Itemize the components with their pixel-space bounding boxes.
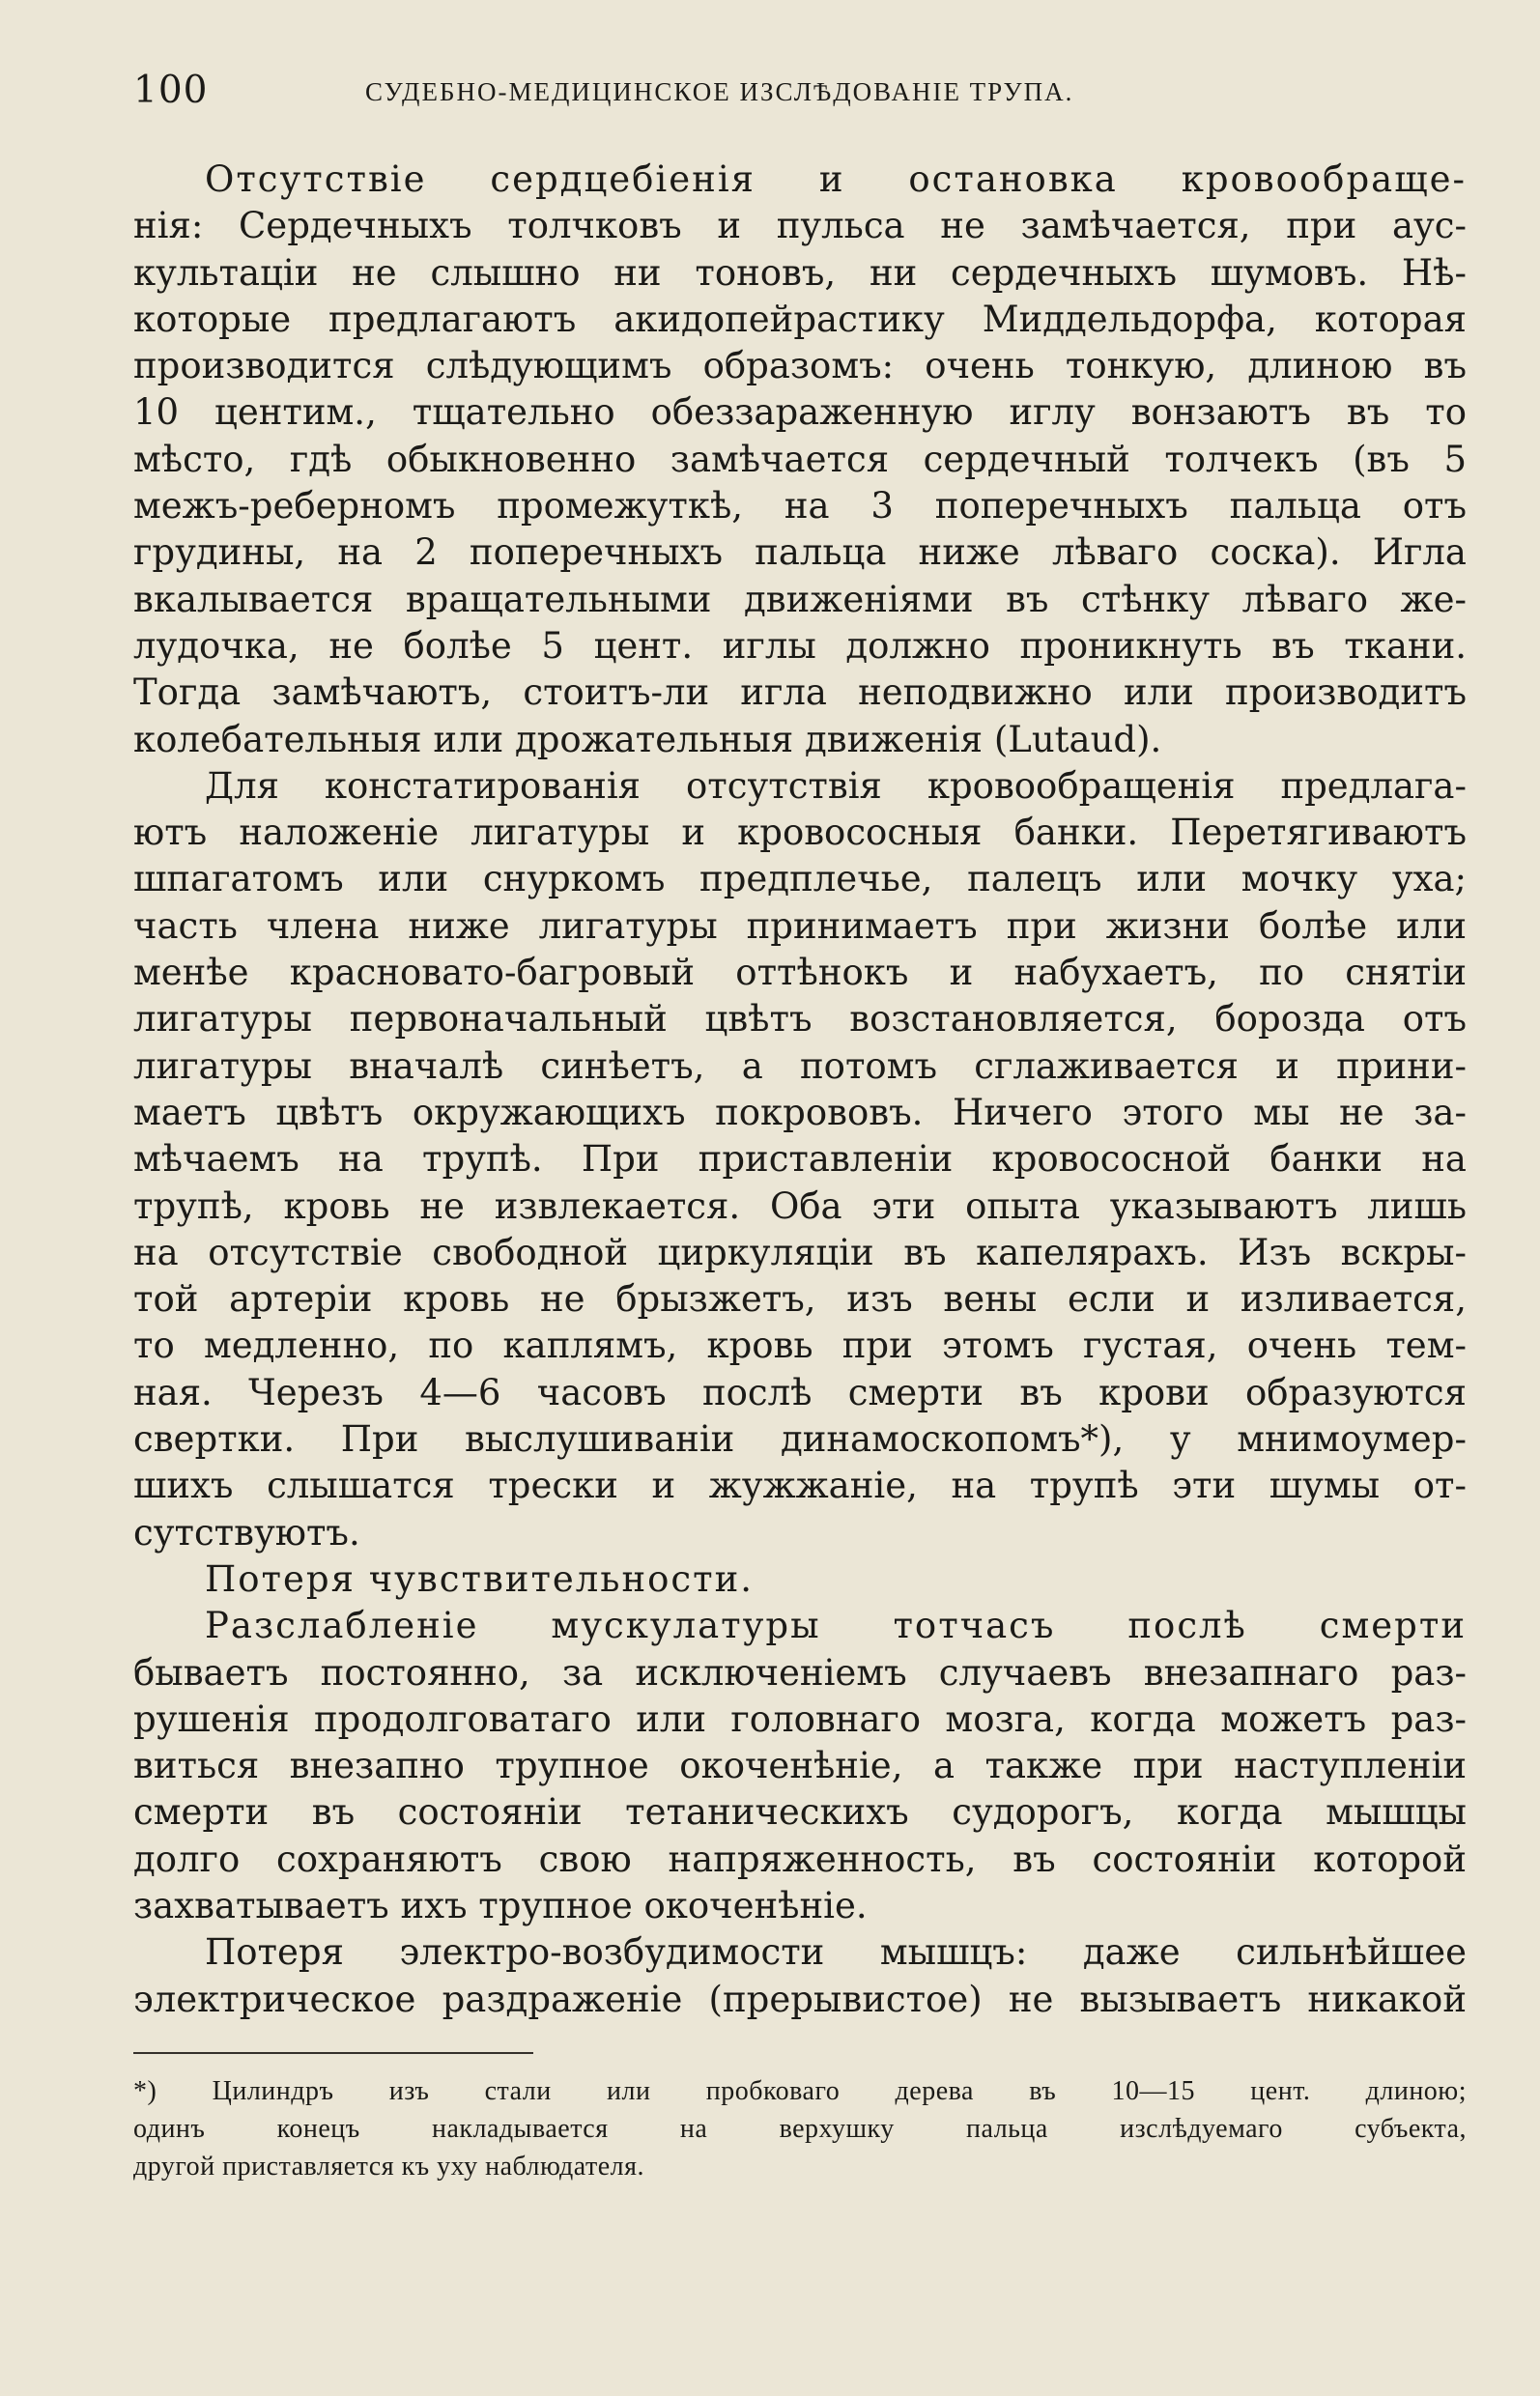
text-line: Тогда замѣчаютъ, стоитъ-ли игла неподвижно или производитъ xyxy=(133,671,1467,714)
text-line: трупѣ, кровь не извлекается. Оба эти опыта указываютъ лишь xyxy=(133,1184,1467,1227)
text-line: мѣчаемъ на трупѣ. При приставленіи кровососной банки на xyxy=(133,1138,1467,1181)
text-line: той артеріи кровь не брызжетъ, изъ вены если и изливается, xyxy=(133,1278,1467,1321)
footnote-line: одинъ конецъ накладывается на верхушку пальца изслѣдуемаго субъекта, xyxy=(133,2114,1467,2144)
main-text xyxy=(133,157,1467,2023)
section-heading: Потеря чувствительности. xyxy=(205,1557,755,1600)
text-line: сутствуютъ. xyxy=(133,1511,360,1554)
text-line: ная. Черезъ 4—6 часовъ послѣ смерти въ крови образуются xyxy=(133,1371,1467,1413)
text-line: межъ-реберномъ промежуткѣ, на 3 поперечныхъ пальца отъ xyxy=(133,485,1467,528)
footnote xyxy=(133,2072,1467,2185)
text-line: долго сохраняютъ свою напряженность, въ состояніи которой xyxy=(133,1838,1467,1880)
text-line: 10 центим., тщательно обеззараженную иглу вонзаютъ въ то xyxy=(133,391,1467,434)
text-line: производится слѣдующимъ образомъ: очень тонкую, длиною въ xyxy=(133,345,1467,387)
text-line: которые предлагаютъ акидопейрастику Миддельдорфа, которая xyxy=(133,298,1467,340)
page-number: 100 xyxy=(133,69,209,112)
page-header xyxy=(133,64,1465,118)
text-line: шихъ слышатся трески и жужжаніе, на трупѣ эти шумы от- xyxy=(133,1465,1467,1507)
text-line: лудочка, не болѣе 5 цент. иглы должно проникнуть въ ткани. xyxy=(133,624,1467,667)
text-line: Разслабленіе мускулатуры тотчасъ послѣ смерти xyxy=(205,1605,1467,1647)
text-line: нія: Сердечныхъ толчковъ и пульса не замѣчается, при аус- xyxy=(133,205,1467,247)
text-line: мѣсто, гдѣ обыкновенно замѣчается сердечный толчекъ (въ 5 xyxy=(133,438,1467,480)
text-line: грудины, на 2 поперечныхъ пальца ниже лѣваго соска). Игла xyxy=(133,531,1467,574)
text-line: бываетъ постоянно, за исключеніемъ случаевъ внезапнаго раз- xyxy=(133,1651,1467,1694)
text-line: свертки. При выслушиваніи динамоскопомъ*), у мнимоумер- xyxy=(133,1418,1467,1461)
text-line: виться внезапно трупное окоченѣніе, а также при наступленіи xyxy=(133,1745,1467,1787)
text-line: рушенія продолговатаго или головнаго мозга, когда можетъ раз- xyxy=(133,1697,1467,1740)
text-line: то медленно, по каплямъ, кровь при этомъ густая, очень тем- xyxy=(133,1325,1467,1367)
text-line: захватываетъ ихъ трупное окоченѣніе. xyxy=(133,1884,868,1926)
text-line: часть члена ниже лигатуры принимаетъ при жизни болѣе или xyxy=(133,904,1467,947)
text-line: смерти въ состояніи тетаническихъ судорогъ, когда мышцы xyxy=(133,1791,1467,1834)
text-line: культаціи не слышно ни тоновъ, ни сердечныхъ шумовъ. Нѣ- xyxy=(133,251,1467,294)
footnote-line: *) Цилиндръ изъ стали или пробковаго дерева въ 10—15 цент. длиною; xyxy=(133,2076,1467,2106)
text-line: колебательныя или дрожательныя движенія (Lutaud). xyxy=(133,718,1162,760)
text-line: менѣе красновато-багровый оттѣнокъ и набухаетъ, по снятіи xyxy=(133,952,1467,994)
text-line: на отсутствіе свободной циркуляціи въ капелярахъ. Изъ вскры- xyxy=(133,1231,1467,1273)
text-line: Потеря электро-возбудимости мышцъ: даже сильнѣйшее xyxy=(205,1931,1467,1974)
text-line: шпагатомъ или снуркомъ предплечье, палецъ или мочку уха; xyxy=(133,858,1467,900)
text-line: вкалывается вращательными движеніями въ стѣнку лѣваго же- xyxy=(133,578,1467,620)
text-line: лигатуры вначалѣ синѣетъ, а потомъ сглаживается и прини- xyxy=(133,1044,1467,1087)
footnote-divider xyxy=(133,2052,533,2054)
text-line: лигатуры первоначальный цвѣтъ возстановляется, борозда отъ xyxy=(133,998,1467,1041)
text-line: электрическое раздраженіе (прерывистое) не вызываетъ никакой xyxy=(133,1978,1467,2020)
text-line: ютъ наложеніе лигатуры и кровососныя банки. Перетягиваютъ xyxy=(133,812,1467,854)
text-line: маетъ цвѣтъ окружающихъ покрововъ. Ничего этого мы не за- xyxy=(133,1091,1467,1133)
footnote-line: другой приставляется къ уху наблюдателя. xyxy=(133,2152,644,2182)
text-line: Для констатированія отсутствія кровообращенія предлага- xyxy=(205,764,1467,807)
running-head: СУДЕБНО-МЕДИЦИНСКОЕ ИЗСЛѢДОВАНІЕ ТРУПА. xyxy=(365,77,1074,106)
text-line: Отсутствіе сердцебіенія и остановка кровообраще- xyxy=(205,158,1467,200)
